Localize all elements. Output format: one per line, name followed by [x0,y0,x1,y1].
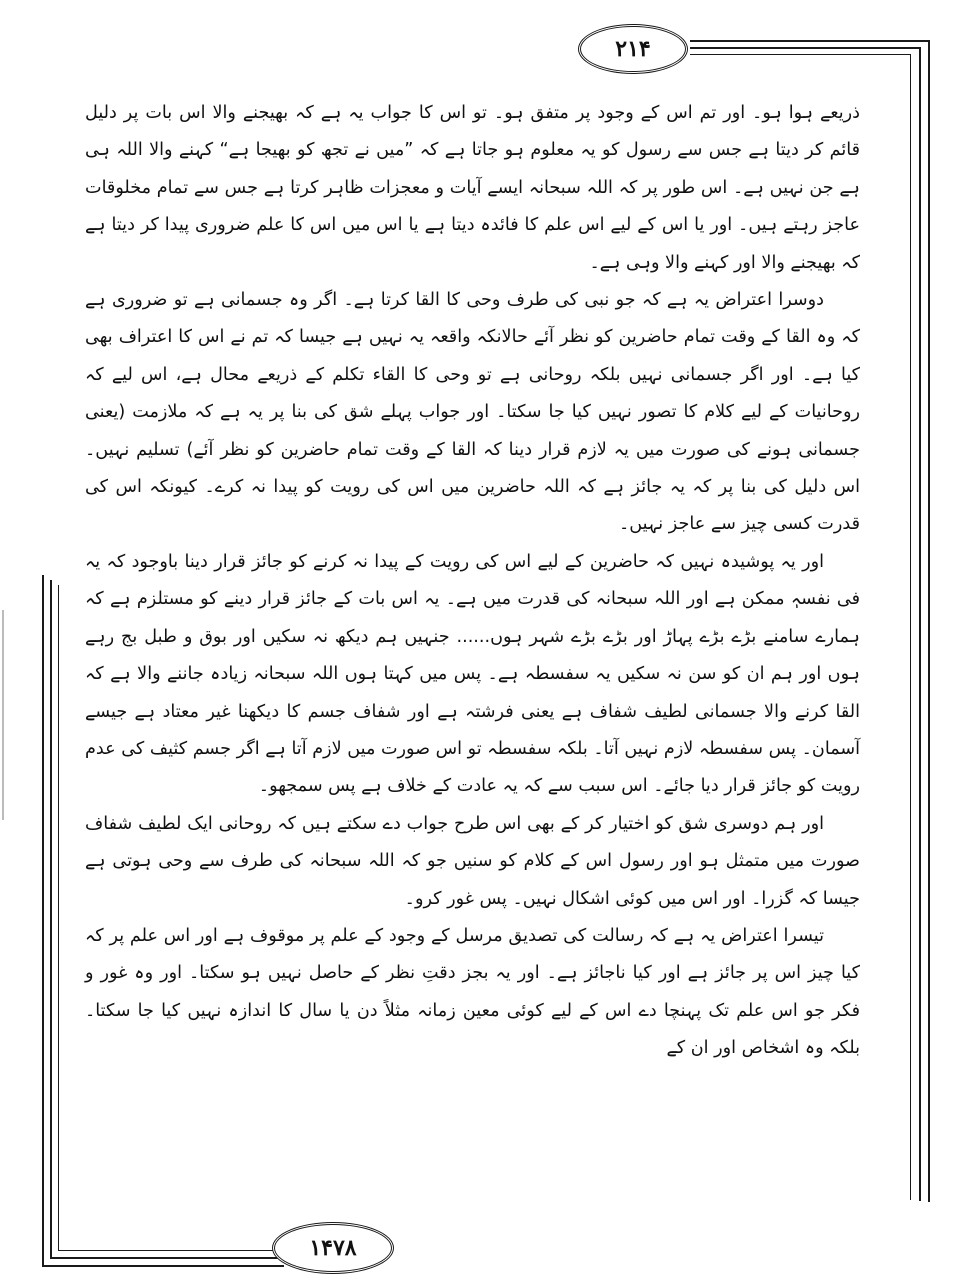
paragraph-2: دوسرا اعتراض یہ ہے کہ جو نبی کی طرف وحی کا القا کرتا ہے۔ اگر وہ جسمانی ہے تو ضروری ہے کہ وہ القا کے وقت تمام حاضرین کو نظر آئے حالانکہ واقعہ یہ نہیں ہے جیسا کہ تم نے اس کا اعتراف بھی کیا ہے۔ اور اگر جسمانی نہیں بلکہ روحانی ہے تو وحی کا القاء تکلم کے ذریعے محال ہے، اس لیے کہ روحانیات کے لیے کلام کا تصور نہیں کیا جا سکتا۔ اور جواب پہلے شق کی بنا پر یہ ہے کہ ملازمت (یعنی جسمانی ہونے کی صورت میں یہ لازم قرار دینا کہ القا کے وقت تمام حاضرین کو نظر آئے) تسلیم نہیں۔ اس دلیل کی بنا پر کہ یہ جائز ہے کہ اللہ حاضرین میں اس کی رویت کو پیدا نہ کرے۔ کیونکہ اس کی قدرت کسی چیز سے عاجز نہیں۔ [85,290,860,535]
paragraph-1: ذریعے ہوا ہو۔ اور تم اس کے وجود پر متفق ہو۔ تو اس کا جواب یہ ہے کہ بھیجنے والا اس بات پر دلیل قائم کر دیتا ہے جس سے رسول کو یہ معلوم ہو جاتا ہے کہ ”میں نے تجھ کو بھیجا ہے“ کہنے والا اللہ ہی ہے جن نہیں ہے۔ اس طور پر کہ اللہ سبحانہ ایسے آیات و معجزات ظاہر کرتا ہے جس سے تمام مخلوقات عاجز رہتے ہیں۔ اور یا اس کے لیے اس علم کا فائدہ دیتا ہے یا اس میں اس کا علم ضروری پیدا کر دیتا ہے کہ بھیجنے والا اور کہنے والا وہی ہے۔ [85,103,861,273]
bottom-page-number [272,1222,394,1274]
top-page-number [578,24,688,74]
paragraph-5: تیسرا اعتراض یہ ہے کہ رسالت کی تصدیق مرسل کے وجود کے علم پر موقوف ہے اور اس علم پر کہ کیا چیز اس پر جائز ہے اور کیا ناجائز ہے۔ اور یہ بجز دقتِ نظر کے حاصل نہیں ہو سکتا۔ اور وہ غور و فکر جو اس علم تک پہنچا دے اس کے لیے کوئی معین زمانہ مثلاً دن یا سال کا اندازہ نہیں کیا جا سکتا۔ بلکہ وہ اشخاص اور ان کے [85,925,860,1059]
bottom-page-number-label: ۱۴۷۸ [309,1235,357,1261]
paragraph-4: اور ہم دوسری شق کو اختیار کر کے بھی اس طرح جواب دے سکتے ہیں کہ روحانی ایک لطیف شفاف صورت میں متمثل ہو اور رسول اس کے کلام کو سنیں جو کہ اللہ سبحانہ کی طرف سے وحی ہوتی ہے جیسا کہ گزرا۔ اور اس میں کوئی اشکال نہیں۔ پس غور کرو۔ [85,813,860,909]
paragraph-3: اور یہ پوشیدہ نہیں کہ حاضرین کے لیے اس کی رویت کے پیدا نہ کرنے کو جائز قرار دینا باوجود کہ یہ فی نفسہٖ ممکن ہے اور اللہ سبحانہ کی قدرت میں ہے۔ یہ اس بات کے جائز قرار دینے کو مستلزم ہے کہ ہمارے سامنے بڑے بڑے پہاڑ اور بڑے بڑے شہر ہوں...... جنہیں ہم دیکھ نہ سکیں اور بوق و طبل بج رہے ہوں اور ہم ان کو سن نہ سکیں یہ سفسطہ ہے۔ پس میں کہتا ہوں اللہ سبحانہ زیادہ جاننے والا ہے کہ القا کرنے والا جسمانی لطیف شفاف ہے یعنی فرشتہ ہے اور شفاف جسم کا دیکھنا غیر معتاد ہے جیسے آسمان۔ پس سفسطہ لازم نہیں آتا۔ بلکہ سفسطہ تو اس صورت میں لازم آتا ہے اگر جسم کثیف کی عدم رویت کو جائز قرار دیا جائے۔ اس سبب سے کہ یہ عادت کے خلاف ہے پس سمجھو۔ [85,551,860,797]
page-body-text [85,95,860,1068]
top-page-number-label: ۲۱۴ [615,36,651,62]
scan-margin-mark [2,610,4,820]
